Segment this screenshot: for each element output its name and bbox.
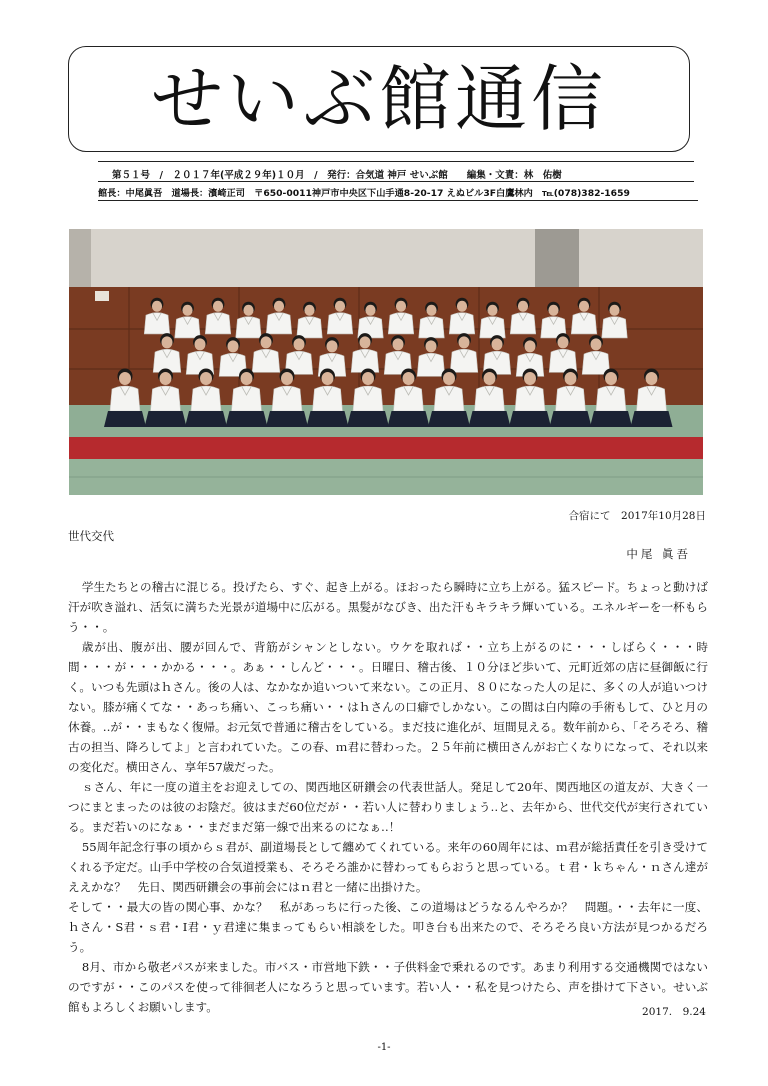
article-date: 2017. 9.24 [642, 1006, 706, 1018]
photo-caption: 合宿にて 2017年10月28日 [568, 510, 706, 522]
article-paragraph: 55周年記念行事の頃からｓ君が、副道場長として纏めてくれている。来年の60周年には、ｍ君が総括責任を引き受けてくれる予定だ。山手中学校の合気道授業も、そろそろ誰かに替わってもらおうと思っている。ｔ君・ｋちゃん・ｎさん達がええかな？ 先日、関西研鑽会の事前会にはｎ君と一緒に出掛けた。 [68, 840, 708, 894]
newsletter-title: せいぶ館通信 [150, 57, 607, 141]
group-photo-illustration [69, 229, 703, 495]
dojo-contact-info: 館長：中尾眞吾 道場長：濱崎正司 〒650-0011神戸市中央区下山手通8-20-17 えぬビル3F白鷹林内 ℡(078)382-1659 [98, 185, 698, 201]
article-body [68, 577, 708, 1017]
article-paragraph: ｓさん、年に一度の道主をお迎えしての、関西地区研鑽会の代表世話人。発足して20年、関西地区の道友が、大きく一つにまとまったのは彼のお陰だ。彼はまだ60位だが・・若い人に替わりましょう‥と、去年から、世代交代が実行されている。まだ若いのになぁ・・まだまだ第一線で出来るのになぁ‥！ [68, 780, 708, 834]
article-author: 中尾 眞吾 [626, 547, 691, 561]
article-paragraph: そして・・最大の皆の関心事、かな？ 私があっちに行った後、この道場はどうなるんやろか？ 問題。・・去年に一度、ｈさん・S君・ｓ君・I君・ｙ君達に集まってもらい相談をした。叩き台も出来たので、そろそろ良い方法が見つかるだろう。 [68, 900, 708, 954]
issue-info: 第５１号 / ２０１７年(平成２９年)１０月 / 発行：合気道 神戸 せいぶ館 編集・文責：林 佑樹 [112, 170, 562, 181]
masthead-box [68, 46, 690, 152]
article-paragraph: 学生たちとの稽古に混じる。投げたら、すぐ、起き上がる。ほおったら瞬時に立ち上がる。猛スピード。ちょっと動けば汗が吹き溢れ、活気に満ちた光景が道場中に広がる。黒髪がなびき、出た汗もキラキラ輝いている。エネルギーを一杯もらう・・。 [68, 580, 708, 634]
article-heading: 世代交代 [68, 529, 114, 543]
group-photo [69, 229, 703, 495]
article-paragraph: 8月、市から敬老パスが来ました。市バス・市営地下鉄・・子供料金で乗れるのです。あまり利用する交通機関ではないのですが・・このパスを使って徘徊老人になろうと思っています。若い人・・私を見つけたら、声を掛けて下さい。せいぶ館もよろしくお願いします。 [68, 960, 708, 1014]
masthead-rule-top [98, 161, 694, 162]
page-number: -1- [377, 1042, 391, 1053]
masthead-rule-middle [98, 181, 694, 182]
article-paragraph: 歳が出、腹が出、腰が回んで、背筋がシャンとしない。ウケを取れば・・立ち上がるのに・・・しばらく・・・時間・・・が・・・かかる・・・。あぁ・・しんど・・・。日曜日、稽古後、１０分ほど歩いて、元町近郊の店に昼御飯に行く。いつも先頭はｈさん。後の人は、なかなか追いついて来ない。この正月、８０になった人の足に、多くの人が追いつけない。膝が痛くてな・・あっち痛い、こっち痛い・・はｈさんの口癖でしかない。この間は白内障の手術もして、ひと月の休養。‥が・・まもなく復帰。お元気で普通に稽古をしている。まだ技に進化が、垣間見える。数年前から、「そろそろ、稽古の担当、降ろしてよ」と言われていた。この春、ｍ君に替わった。２５年前に横田さんがお亡くなりになって、それ以来の変化だ。横田さん、享年57歳だった。 [68, 640, 708, 774]
